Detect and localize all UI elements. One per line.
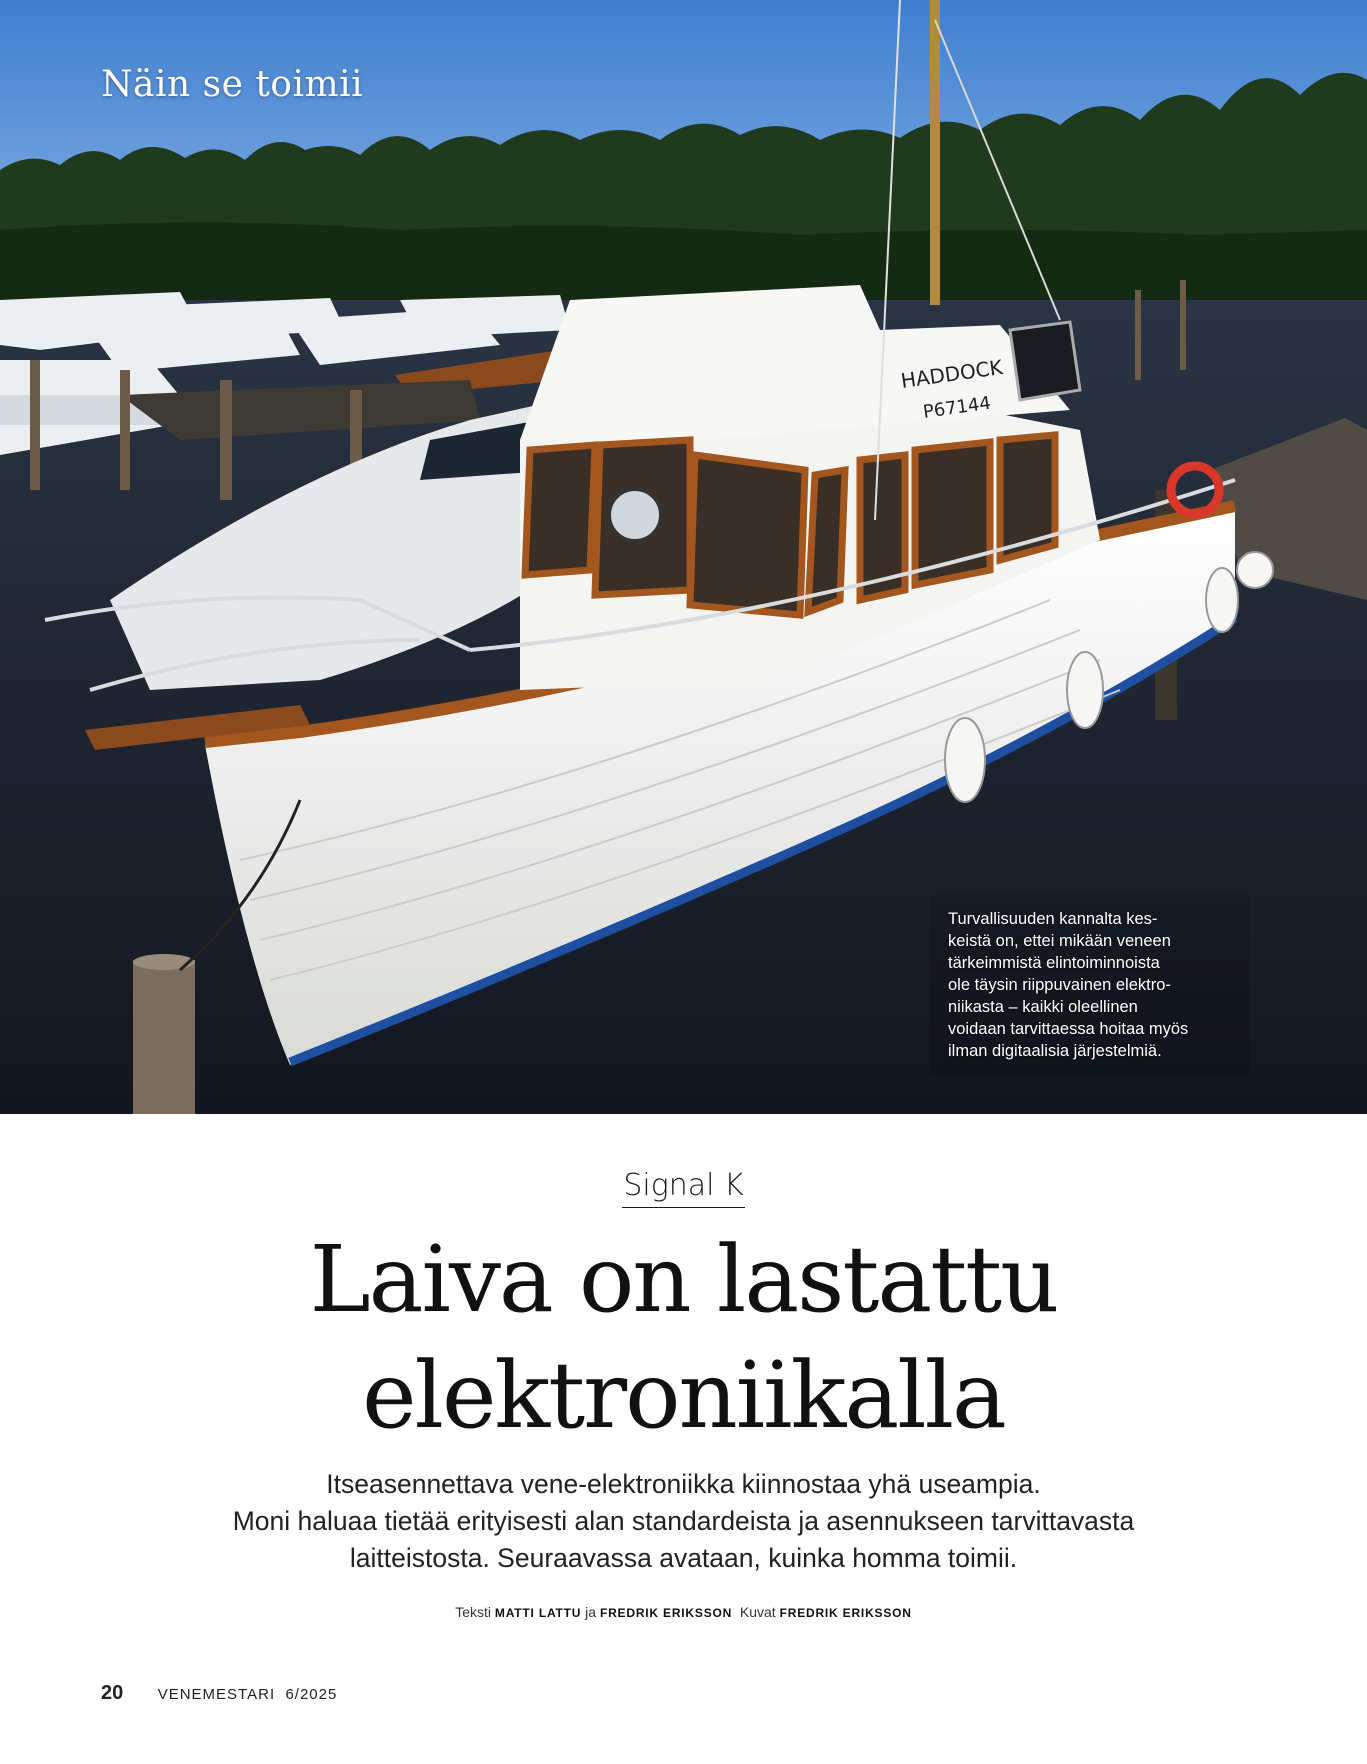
byline bbox=[0, 1604, 1367, 1620]
porthole bbox=[609, 489, 661, 541]
caption-line: ilman digitaalisia järjestelmiä. bbox=[948, 1042, 1162, 1060]
boat-name-label: HADDOCK bbox=[899, 354, 1005, 393]
title-line-1: Laiva on lastattu bbox=[309, 1226, 1058, 1333]
caption-line: keistä on, ettei mikään veneen bbox=[948, 932, 1171, 950]
section-kicker: Näin se toimii bbox=[101, 64, 364, 105]
byline-author-1: MATTI LATTU bbox=[494, 1606, 582, 1620]
section-label-text: Signal K bbox=[622, 1168, 744, 1208]
magazine-issue: VENEMESTARI 6/2025 bbox=[157, 1686, 338, 1703]
article-title bbox=[0, 1222, 1367, 1454]
lead-line: Itseasennettava vene-elektroniikka kiinnostaa yhä useampia. bbox=[326, 1469, 1041, 1499]
article-lead bbox=[0, 1466, 1367, 1577]
boat-registration-label: P67144 bbox=[921, 392, 993, 423]
article-section-label bbox=[0, 1168, 1367, 1208]
photo-caption bbox=[948, 908, 1233, 1062]
lead-line: Moni haluaa tietää erityisesti alan standardeista ja asennukseen tarvittavasta bbox=[232, 1506, 1135, 1536]
page-number: 20 bbox=[101, 1682, 124, 1704]
caption-line: tärkeimmistä elintoiminnoista bbox=[948, 954, 1160, 972]
byline-photo-label: Kuvat bbox=[739, 1604, 776, 1620]
solar-panel bbox=[1010, 322, 1080, 400]
byline-photographer: FREDRIK ERIKSSON bbox=[779, 1606, 912, 1620]
caption-line: voidaan tarvittaessa hoitaa myös bbox=[948, 1020, 1189, 1038]
title-line-2: elektroniikalla bbox=[362, 1342, 1005, 1449]
mast bbox=[930, 0, 940, 305]
caption-line: Turvallisuuden kannalta kes- bbox=[948, 910, 1158, 928]
byline-author-2: FREDRIK ERIKSSON bbox=[599, 1606, 733, 1620]
lead-line: laitteistosta. Seuraavassa avataan, kuinka homma toimii. bbox=[349, 1543, 1018, 1573]
caption-line: ole täysin riippuvainen elektro- bbox=[948, 976, 1171, 994]
page-footer bbox=[101, 1682, 337, 1705]
byline-text-label: Teksti bbox=[455, 1604, 492, 1620]
foreground-post bbox=[133, 960, 195, 1114]
caption-line: niikasta – kaikki oleellinen bbox=[948, 998, 1138, 1016]
byline-conjunction: ja bbox=[585, 1604, 597, 1620]
